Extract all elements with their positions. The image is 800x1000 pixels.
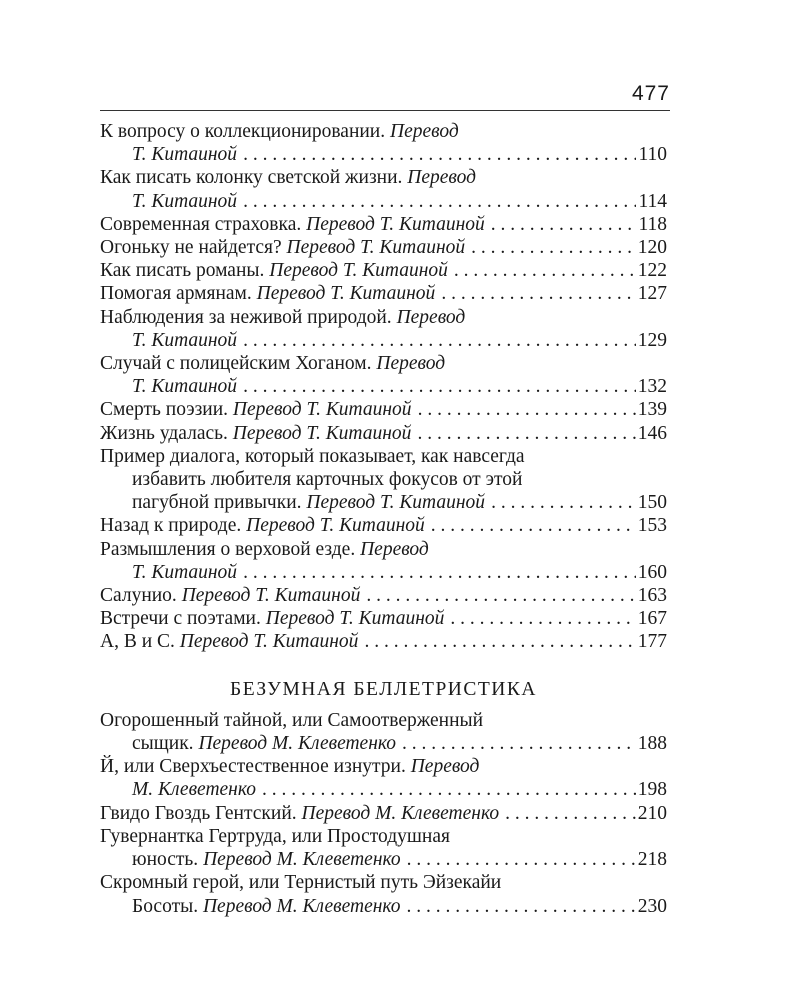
page-number: 477 <box>631 82 670 105</box>
page-ref: 153 <box>637 515 667 537</box>
page-ref: 218 <box>637 849 667 871</box>
page-ref: 210 <box>637 802 667 824</box>
toc-entry: Размышления о верховой езде. Перевод Т. Китаиной . . . 160 <box>100 538 667 584</box>
page-ref: 110 <box>638 144 667 166</box>
page-ref: 146 <box>637 422 667 444</box>
toc-entry: Салунио. Перевод Т. Китаиной . . . 163 <box>100 584 667 607</box>
page-ref: 129 <box>637 329 667 351</box>
page-ref: 160 <box>637 561 667 583</box>
toc-entry: А, В и С. Перевод Т. Китаиной . . . 177 <box>100 630 667 653</box>
toc-entry: Помогая армянам. Перевод Т. Китаиной . . . 127 <box>100 282 667 305</box>
toc-entry: Как писать колонку светской жизни. Перевод Т. Китаиной . . . 114 <box>100 166 667 212</box>
page-ref: 118 <box>638 213 667 235</box>
page-ref: 177 <box>637 631 667 653</box>
toc-entry: Встречи с поэтами. Перевод Т. Китаиной . . . 167 <box>100 607 667 630</box>
table-of-contents <box>100 120 667 918</box>
page-ref: 198 <box>637 779 667 801</box>
toc-entry: Случай с полицейским Хоганом. Перевод Т. Китаиной . . . 132 <box>100 352 667 398</box>
toc-entry: Огоньку не найдется? Перевод Т. Китаиной . . . 120 <box>100 236 667 259</box>
toc-entry: Й, или Сверхъестественное изнутри. Перевод М. Клеветенко . . . 198 <box>100 755 667 801</box>
page-ref: 132 <box>637 376 667 398</box>
page-ref: 150 <box>637 492 667 514</box>
toc-entry: Современная страховка. Перевод Т. Китаиной . . . 118 <box>100 213 667 236</box>
page-ref: 122 <box>637 260 667 282</box>
toc-entry: Гвидо Гвоздь Гентский. Перевод М. Клеветенко . . . 210 <box>100 802 667 825</box>
toc-entry: Пример диалога, который показывает, как навсегда избавить любителя карточных фокусов от этой пагубной привычки. Перевод Т. Китаиной . . . 150 <box>100 445 667 515</box>
page-ref: 163 <box>637 585 667 607</box>
toc-entry: Назад к природе. Перевод Т. Китаиной . . . 153 <box>100 514 667 537</box>
section-title: БЕЗУМНАЯ БЕЛЛЕТРИСТИКА <box>230 678 537 700</box>
page-ref: 120 <box>637 237 667 259</box>
toc-entry: Жизнь удалась. Перевод Т. Китаиной . . . 146 <box>100 422 667 445</box>
header-rule <box>100 110 670 111</box>
toc-entry: Смерть поэзии. Перевод Т. Китаиной . . . 139 <box>100 398 667 421</box>
toc-entry: Наблюдения за неживой природой. Перевод Т. Китаиной . . . 129 <box>100 306 667 352</box>
page-ref: 114 <box>638 190 667 212</box>
page-ref: 230 <box>637 895 667 917</box>
toc-entry: Скромный герой, или Тернистый путь Эйзекайи Босоты. Перевод М. Клеветенко . . . 230 <box>100 871 667 917</box>
page-ref: 127 <box>637 283 667 305</box>
toc-entry: Гувернантка Гертруда, или Простодушная юность. Перевод М. Клеветенко . . . 218 <box>100 825 667 871</box>
page-ref: 139 <box>637 399 667 421</box>
toc-entry: Как писать романы. Перевод Т. Китаиной . . . 122 <box>100 259 667 282</box>
toc-entry: Огорошенный тайной, или Самоотверженный сыщик. Перевод М. Клеветенко . . . 188 <box>100 709 667 755</box>
page-ref: 188 <box>637 733 667 755</box>
toc-entry: К вопросу о коллекционировании. Перевод Т. Китаиной . . . 110 <box>100 120 667 166</box>
page-ref: 167 <box>637 608 667 630</box>
